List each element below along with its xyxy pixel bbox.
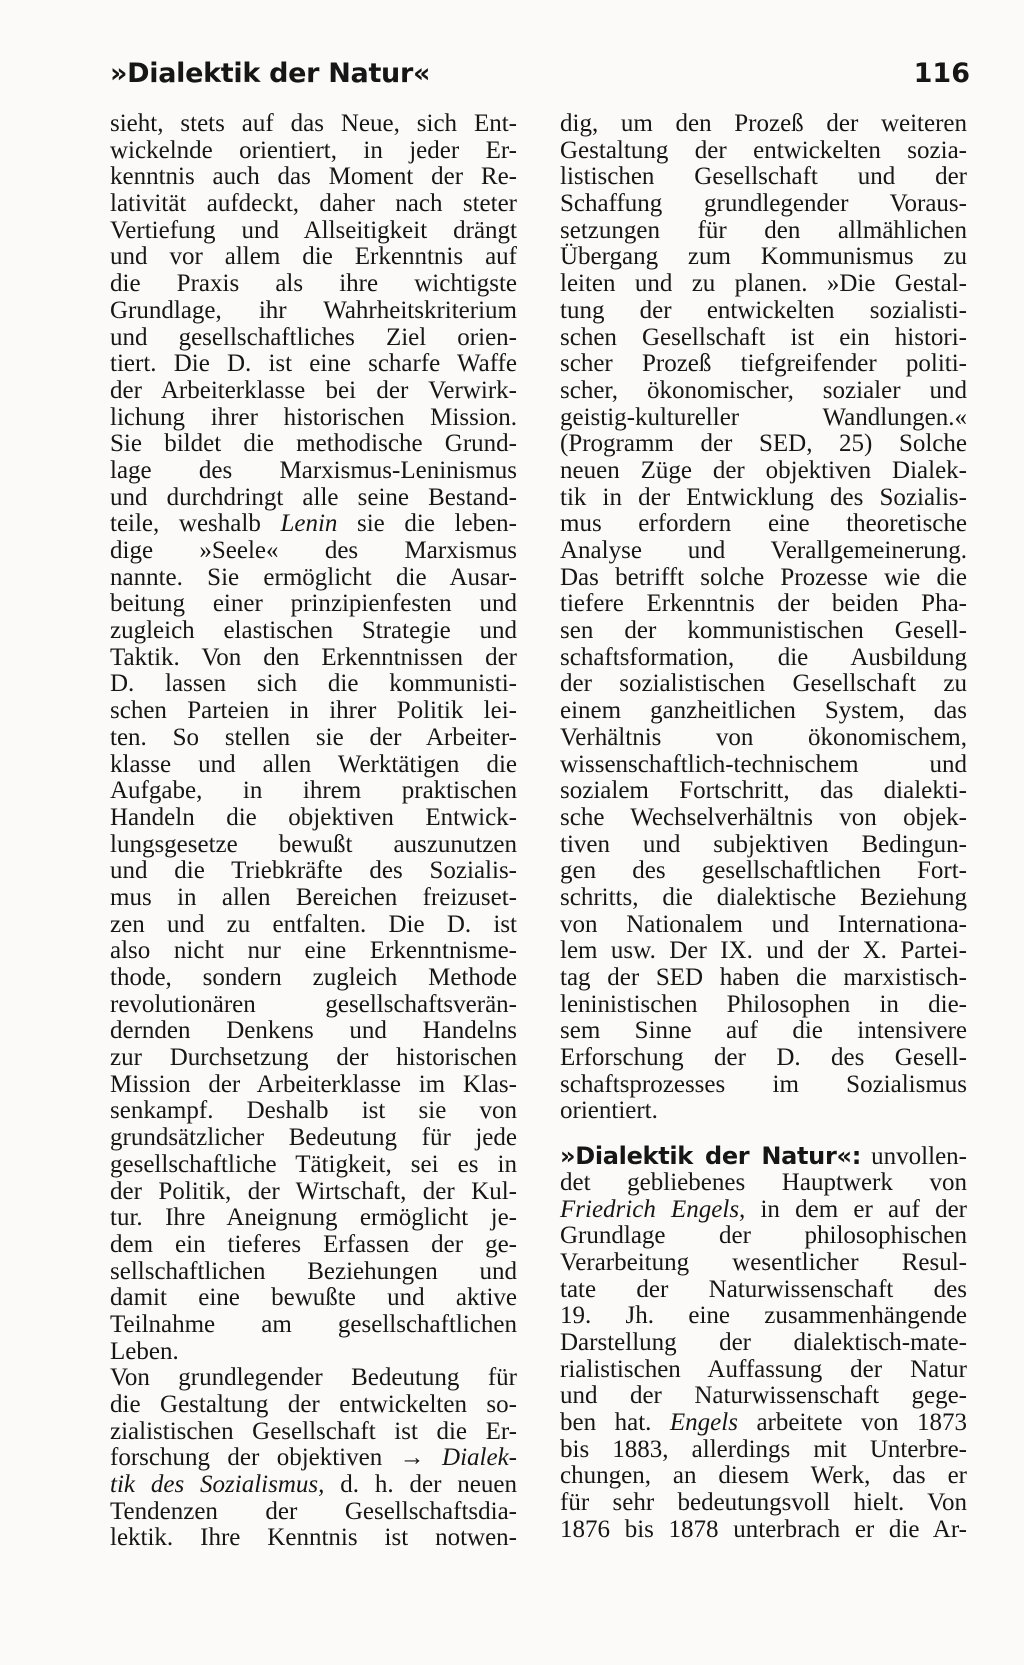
text-line: Handeln die objektiven Entwick- <box>110 803 517 831</box>
text-line: ten. So stellen sie der Arbeiter- <box>110 723 517 751</box>
text-line: die Praxis als ihre wichtigste <box>110 270 517 298</box>
text-line: Aufgabe, in ihrem praktischen <box>110 777 517 805</box>
text-line: sen der kommunistischen Gesell- <box>560 617 967 645</box>
text-line: tag der SED haben die marxistisch- <box>560 964 967 991</box>
text-line: Grundlage, ihr Wahrheitskriterium <box>110 296 517 324</box>
text-line: tung der entwickelten sozialisti- <box>560 296 967 324</box>
text-line: Vertiefung und Allseitigkeit drängt <box>110 216 517 244</box>
text-line: schaftsformation, die Ausbildung <box>560 643 967 671</box>
text-line: also nicht nur eine Erkenntnisme- <box>110 937 517 965</box>
italic-name: Lenin <box>280 510 338 538</box>
text-line: Friedrich Engels, in dem er auf der <box>560 1195 967 1223</box>
text-line: tiert. Die D. ist eine scharfe Waffe <box>110 350 517 378</box>
text-line: zugleich elastischen Strategie und <box>110 617 517 645</box>
running-head: »Dialektik der Natur« <box>110 58 431 89</box>
text-line: zialistischen Gesellschaft ist die Er- <box>110 1417 517 1445</box>
text-line: ben hat. Engels arbeitete von 1873 <box>560 1409 967 1436</box>
text-line: mus erfordern eine theoretische <box>560 510 967 538</box>
text-line: sche Wechselverhältnis von objek- <box>560 803 967 831</box>
text-line: chungen, an diesem Werk, das er <box>560 1462 967 1490</box>
text-line: die Gestaltung der entwickelten so- <box>110 1391 517 1418</box>
italic-name: Friedrich Engels, <box>560 1195 746 1223</box>
text-line: tik des Sozialismus, d. h. der neuen <box>110 1471 517 1499</box>
entry-spacer <box>560 1125 967 1143</box>
text-line: sem Sinne auf die intensivere <box>560 1017 967 1045</box>
text-line: tate der Naturwissenschaft des <box>560 1275 967 1303</box>
italic-name: Dialek- <box>442 1444 517 1472</box>
text-line: und gesellschaftliches Ziel orien- <box>110 323 517 351</box>
text-line: von Nationalem und Internationa- <box>560 910 967 938</box>
text-line: sellschaftlichen Beziehungen und <box>110 1257 517 1285</box>
text-line: schaftsprozesses im Sozialismus <box>560 1070 967 1098</box>
text-line: lage des Marxismus-Leninismus <box>110 456 517 484</box>
text-line: Darstellung der dialektisch-mate- <box>560 1328 967 1356</box>
text-line: Das betrifft solche Prozesse wie die <box>560 563 967 591</box>
text-line: kenntnis auch das Moment der Re- <box>110 163 517 191</box>
italic-name: Engels <box>669 1409 738 1436</box>
text-line: Von grundlegender Bedeutung für <box>110 1364 517 1392</box>
text-line: schritts, die dialektische Beziehung <box>560 883 967 911</box>
text-line: der Arbeiterklasse bei der Verwirk- <box>110 376 517 404</box>
text-line: Grundlage der philosophischen <box>560 1222 967 1250</box>
entry-headword: »Dialektik der Natur«: <box>560 1142 861 1171</box>
text-line: lativität aufdeckt, daher nach steter <box>110 190 517 218</box>
text-line: thode, sondern zugleich Methode <box>110 964 517 991</box>
text-line: sozialem Fortschritt, das dialekti- <box>560 777 967 805</box>
text-line: Teilnahme am gesellschaftlichen <box>110 1310 517 1338</box>
text-line: klasse und allen Werktätigen die <box>110 750 517 778</box>
page-number: 116 <box>913 58 970 89</box>
text-line: beitung einer prinzipienfesten und <box>110 590 517 618</box>
entry-first-line <box>560 1143 967 1170</box>
text-line: mus in allen Bereichen freizuset- <box>110 883 517 911</box>
text-line: nannte. Sie ermöglicht die Ausar- <box>110 563 517 591</box>
text-line: revolutionären gesellschaftsverän- <box>110 990 517 1018</box>
continued-text <box>560 111 967 1125</box>
text-line: scher, ökonomischer, sozialer und <box>560 376 967 404</box>
text-line: dige »Seele« des Marxismus <box>110 537 517 564</box>
text-line: der sozialistischen Gesellschaft zu <box>560 670 967 698</box>
text-line: lektik. Ihre Kenntnis ist notwen- <box>110 1524 517 1552</box>
text-line: der Politik, der Wirtschaft, der Kul- <box>110 1177 517 1205</box>
text-line: einem ganzheitlichen System, das <box>560 697 967 725</box>
left-text-column <box>110 111 517 1552</box>
entry-first-line-text: unvollen- <box>861 1143 967 1171</box>
text-line: lichung ihrer historischen Mission. <box>110 403 517 431</box>
right-text-column <box>560 111 967 1543</box>
text-line: dem ein tieferes Erfassen der ge- <box>110 1230 517 1258</box>
text-line: tiefere Erkenntnis der beiden Pha- <box>560 590 967 618</box>
text-line: gesellschaftliche Tätigkeit, sei es in <box>110 1150 517 1178</box>
text-line: Verarbeitung wesentlicher Resul- <box>560 1248 967 1276</box>
text-line: tiven und subjektiven Bedingun- <box>560 830 967 858</box>
text-line: lungsgesetze bewußt auszunutzen <box>110 830 517 858</box>
text-line: 1876 bis 1878 unterbrach er die Ar- <box>560 1515 967 1543</box>
text-line: wickelnde orientiert, in jeder Er- <box>110 136 517 164</box>
text-line: setzungen für den allmählichen <box>560 216 967 244</box>
text-line: det gebliebenes Hauptwerk von <box>560 1168 967 1196</box>
text-line: bis 1883, allerdings mit Unterbre- <box>560 1435 967 1463</box>
text-line: für sehr bedeutungsvoll hielt. Von <box>560 1489 967 1517</box>
text-line: Taktik. Von den Erkenntnissen der <box>110 643 517 671</box>
text-line: Schaffung grundlegender Voraus- <box>560 190 967 218</box>
text-line: tur. Ihre Aneignung ermöglicht je- <box>110 1204 517 1232</box>
text-line: Analyse und Verallgemeinerung. <box>560 537 967 564</box>
text-line: und der Naturwissenschaft gege- <box>560 1382 967 1410</box>
text-line: forschung der objektiven → Dialek- <box>110 1444 517 1472</box>
text-line: Verhältnis von ökonomischem, <box>560 723 967 751</box>
text-line: dig, um den Prozeß der weiteren <box>560 110 967 137</box>
text-line: orientiert. <box>560 1097 658 1125</box>
text-line: Sie bildet die methodische Grund- <box>110 430 517 458</box>
text-line: senkampf. Deshalb ist sie von <box>110 1097 517 1125</box>
text-line: sieht, stets auf das Neue, sich Ent- <box>110 110 517 137</box>
text-line: rialistischen Auffassung der Natur <box>560 1355 967 1383</box>
text-line: tik in der Entwicklung des Sozialis- <box>560 483 967 511</box>
text-line: Mission der Arbeiterklasse im Klas- <box>110 1070 517 1098</box>
text-line: und vor allem die Erkenntnis auf <box>110 243 517 271</box>
text-line: schen Gesellschaft ist ein histori- <box>560 323 967 351</box>
text-line: listischen Gesellschaft und der <box>560 163 967 191</box>
text-line: dernden Denkens und Handelns <box>110 1017 517 1045</box>
text-line: zen und zu entfalten. Die D. ist <box>110 910 517 938</box>
text-line: (Programm der SED, 25) Solche <box>560 430 967 458</box>
text-line: und die Triebkräfte des Sozialis- <box>110 857 517 885</box>
text-line: Erforschung der D. des Gesell- <box>560 1044 967 1072</box>
dictionary-entry-dialektik-der-natur <box>560 1143 967 1543</box>
text-line: Gestaltung der entwickelten sozia- <box>560 136 967 164</box>
text-line: schen Parteien in ihrer Politik lei- <box>110 697 517 725</box>
text-line: wissenschaftlich-technischem und <box>560 750 967 778</box>
page-header <box>110 58 970 98</box>
text-line: leiten und zu planen. »Die Gestal- <box>560 270 967 298</box>
text-line: Übergang zum Kommunismus zu <box>560 243 967 271</box>
text-line: 19. Jh. eine zusammenhängende <box>560 1302 967 1330</box>
text-line: D. lassen sich die kommunisti- <box>110 670 517 698</box>
italic-name: tik des Sozialismus, <box>110 1471 325 1499</box>
text-line: und durchdringt alle seine Bestand- <box>110 483 517 511</box>
text-line: Tendenzen der Gesellschaftsdia- <box>110 1497 517 1525</box>
text-line: leninistischen Philosophen in die- <box>560 990 967 1018</box>
text-line: grundsätzlicher Bedeutung für jede <box>110 1124 517 1152</box>
text-line: scher Prozeß tiefgreifender politi- <box>560 350 967 378</box>
text-line: teile, weshalb Lenin sie die leben- <box>110 510 518 538</box>
text-line: zur Durchsetzung der historischen <box>110 1044 517 1072</box>
text-line: gen des gesellschaftlichen Fort- <box>560 857 967 885</box>
text-line: Leben. <box>110 1337 179 1365</box>
text-line: geistig-kultureller Wandlungen.« <box>560 403 967 431</box>
text-line: lem usw. Der IX. und der X. Partei- <box>560 937 967 965</box>
text-line: neuen Züge der objektiven Dialek- <box>560 456 967 484</box>
text-line: damit eine bewußte und aktive <box>110 1284 517 1312</box>
